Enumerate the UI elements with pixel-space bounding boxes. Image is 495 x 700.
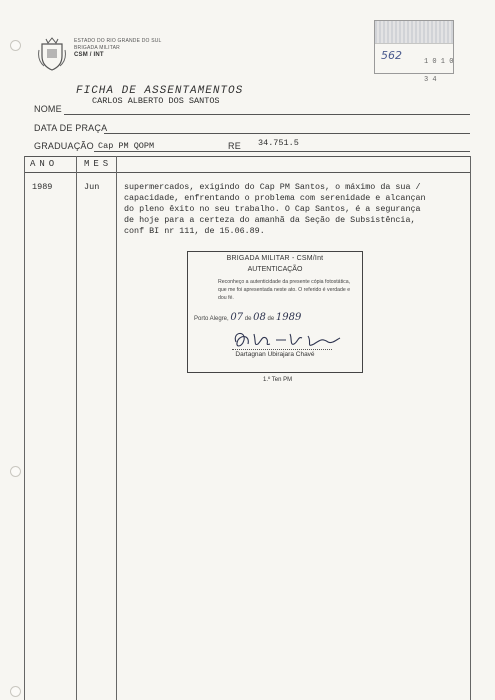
- letterhead-state: ESTADO DO RIO GRANDE DO SUL: [74, 38, 162, 44]
- table-top-rule: [24, 156, 470, 157]
- archive-stamp-band: [375, 21, 453, 44]
- data-praca-label: DATA DE PRAÇA: [34, 123, 108, 133]
- table-col-divider: [76, 156, 77, 700]
- auth-stamp-day: 07: [230, 312, 244, 323]
- auth-stamp-title: BRIGADA MILITAR - CSM/Int: [226, 255, 324, 262]
- letterhead: [74, 38, 162, 59]
- letterhead-dept: CSM / INT: [74, 52, 104, 58]
- table-left-rule: [24, 156, 25, 700]
- auth-stamp-date: [194, 312, 301, 323]
- table-header-rule: [24, 172, 470, 173]
- punch-hole: [10, 466, 21, 477]
- column-header-ano: ANO: [30, 159, 59, 169]
- re-label: RE: [228, 141, 241, 151]
- entry-text: supermercados, exigindo do Cap PM Santos, o máximo da sua / capacidade, enfrentando o problema com serenidade e alcançan do pleno êxito no seu trabalho. O Cap Santos, é a segurança de hoje para a certeza do amanhã da Seção de Subsistência, conf BI nr 111, de 15.06.89.: [124, 182, 426, 236]
- signature-line: [232, 349, 332, 350]
- nome-value: CARLOS ALBERTO DOS SANTOS: [92, 96, 220, 106]
- table-right-rule: [470, 156, 471, 700]
- punch-hole: [10, 686, 21, 697]
- auth-stamp-month: 08: [253, 312, 266, 323]
- auth-stamp-place: Porto Alegre,: [194, 316, 229, 322]
- letterhead-org: BRIGADA MILITAR: [74, 45, 120, 51]
- folio-sub: 3 4: [424, 76, 437, 84]
- coat-of-arms-icon: [38, 36, 66, 72]
- nome-label: NOME: [34, 104, 62, 114]
- auth-stamp-de: de: [267, 316, 275, 322]
- punch-hole: [10, 40, 21, 51]
- entry-year: 1989: [32, 182, 53, 192]
- graduacao-label: GRADUAÇÃO: [34, 141, 94, 151]
- authentication-stamp: [187, 251, 363, 373]
- auth-stamp-year: 1989: [275, 312, 302, 323]
- re-value: 34.751.5: [258, 138, 299, 148]
- form-title: FICHA DE ASSENTAMENTOS: [76, 85, 244, 97]
- graduacao-value: Cap PM QOPM: [98, 141, 155, 151]
- auth-stamp-body: Reconheço a autenticidade da presente cópia fotostática, que me foi apresentada neste ato. O referido é verdade e dou fé.: [218, 279, 351, 301]
- entry-month: Jun: [84, 182, 100, 192]
- column-header-mes: MES: [84, 159, 113, 169]
- nome-underline: [64, 114, 470, 115]
- auth-stamp-subtitle: AUTENTICAÇÃO: [247, 266, 303, 273]
- signer-rank: 1.º Ten PM: [263, 377, 293, 383]
- auth-stamp-de: de: [244, 316, 252, 322]
- signer-name: Dartagnan Ubirajara Chavé: [235, 351, 315, 358]
- folio-number: 1 0 1 0: [424, 58, 454, 66]
- table-col-divider: [116, 156, 117, 700]
- graduacao-underline: [94, 151, 470, 152]
- data-praca-underline: [104, 133, 470, 134]
- archive-number: 562: [381, 49, 402, 62]
